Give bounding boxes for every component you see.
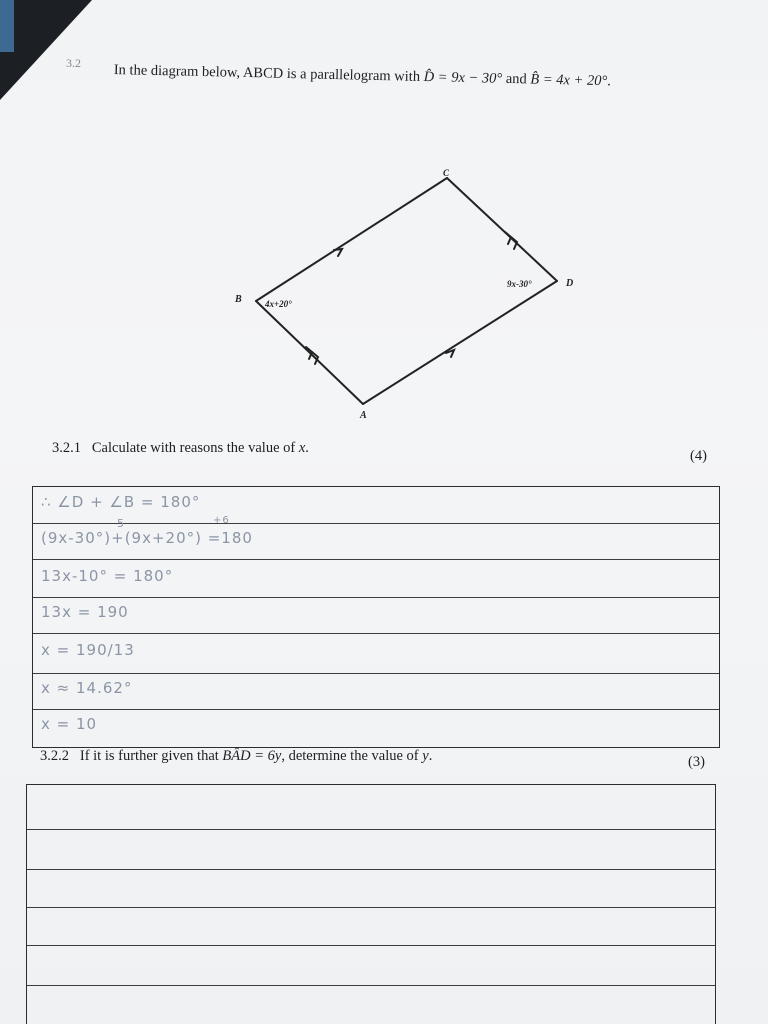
vertex-c-label: C (443, 168, 450, 178)
side-cd (447, 178, 557, 281)
intro-and: and (502, 70, 531, 88)
vertex-d-label: D (566, 278, 574, 289)
answer-line (27, 907, 715, 908)
answer-line (27, 985, 715, 986)
question-number: 3.2 (66, 56, 81, 70)
answer-line (27, 869, 715, 870)
answer-line (27, 945, 715, 946)
answer-line (27, 829, 715, 830)
part2-text-end: , determine the value of (281, 748, 423, 764)
working-line-7: x = 10 (41, 715, 98, 733)
answer-line (33, 673, 719, 674)
part2-math: BÂD = 6y (222, 748, 282, 764)
working-line-6: x ≈ 14.62° (41, 679, 133, 697)
working-note-plus6: +6 (213, 515, 230, 526)
side-bc (256, 178, 447, 301)
question-3-2-1 (52, 440, 309, 457)
answer-box-1[interactable] (32, 486, 720, 748)
part2-var: y (422, 748, 429, 764)
part1-number: 3.2.1 (52, 440, 81, 456)
arrow-cd-2 (511, 237, 517, 249)
vertex-b-label: B (235, 294, 242, 305)
angle-b-expression: B̂ = 4x + 20° (530, 71, 608, 90)
answer-line (33, 633, 719, 634)
answer-line (33, 559, 719, 560)
angle-b-label: 4x+20° (265, 299, 292, 309)
part2-marks: (3) (688, 754, 705, 770)
part2-number: 3.2.2 (40, 748, 69, 764)
question-3-2-2 (40, 748, 432, 765)
part1-text: Calculate with reasons the value of (91, 440, 299, 456)
angle-d-expression: D̂ = 9x − 30° (423, 69, 503, 87)
working-line-5: x = 190/13 (41, 641, 135, 659)
part1-var: x (298, 440, 306, 456)
working-note-5: 5 (117, 517, 125, 530)
working-line-1: ∴ ∠D + ∠B = 180° (41, 493, 201, 511)
working-line-4: 13x = 190 (41, 603, 129, 621)
part2-text: If it is further given that (79, 748, 223, 764)
side-ab (256, 301, 363, 404)
part2-end: . (428, 748, 433, 764)
angle-d-label: 9x-30° (507, 279, 532, 289)
answer-line (33, 597, 719, 598)
side-da (363, 281, 557, 404)
intro-end: . (607, 73, 612, 90)
intro-text: In the diagram below, ABCD is a parallelogram with (113, 62, 424, 86)
vertex-a-label: A (360, 410, 367, 421)
answer-box-2[interactable] (26, 784, 716, 1024)
arrow-bc (334, 249, 342, 256)
part1-end: . (305, 440, 309, 456)
answer-line (33, 709, 719, 710)
part1-marks: (4) (690, 448, 707, 464)
working-line-2: (9x-30°)+(9x+20°) =180 (41, 529, 253, 547)
arrow-cd-1 (505, 232, 511, 244)
answer-line (33, 523, 719, 524)
working-line-3: 13x-10° = 180° (41, 567, 174, 585)
